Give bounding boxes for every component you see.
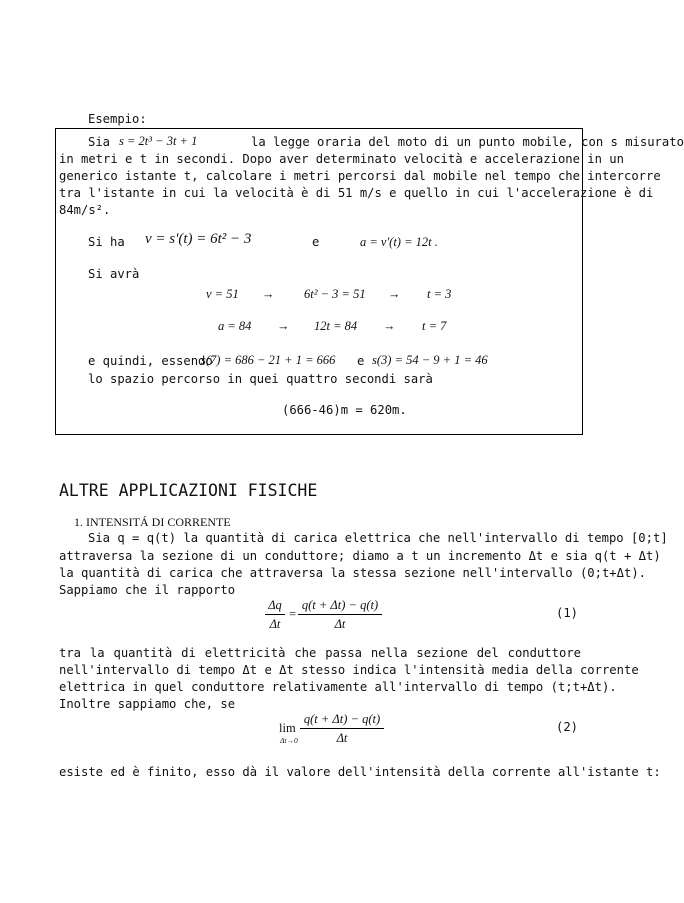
paragraph-2-line-1: tra la quantità di elettricità che passa nella sezione del conduttore xyxy=(59,646,581,660)
eq1-lhs-numerator: Δq xyxy=(268,598,282,612)
eq1-rhs-fraction-bar xyxy=(298,614,382,615)
section-heading: ALTRE APPLICAZIONI FISICHE xyxy=(59,481,318,500)
acceleration-condition: a = 84 xyxy=(218,319,252,333)
paragraph-2-line-3: elettrica in quel conduttore relativamente all'intervallo di tempo (t;t+Δt). xyxy=(59,680,617,694)
arrow-icon: → xyxy=(388,287,401,301)
and-word: e xyxy=(312,235,320,249)
eq2-denominator: Δt xyxy=(336,731,348,745)
si-ha-label: Si ha xyxy=(88,235,125,249)
eq1-rhs-denominator: Δt xyxy=(334,617,346,631)
paragraph-1-line-4: Sappiamo che il rapporto xyxy=(59,583,236,597)
example-problem-line-3: generico istante t, calcolare i metri percorsi dal mobile nel tempo che intercorre xyxy=(59,169,661,183)
position-law-equation: s = 2t³ − 3t + 1 xyxy=(119,134,198,148)
si-avra-label: Si avrà xyxy=(88,267,140,281)
time-result-3: t = 3 xyxy=(427,287,452,301)
paragraph-1-line-1: Sia q = q(t) la quantità di carica elettrica che nell'intervallo di tempo [0;t] xyxy=(88,531,668,545)
eq2-limit-subscript: Δt→0 xyxy=(280,736,298,745)
paragraph-2-line-2: nell'intervallo di tempo Δt e Δt stesso indica l'intensità media della corrente xyxy=(59,663,639,677)
arrow-icon: → xyxy=(277,319,290,333)
example-problem-line-4: tra l'istante in cui la velocità è di 51 m/s e quello in cui l'accelerazione è di xyxy=(59,186,654,200)
paragraph-1-line-3: la quantità di carica che attraversa la stessa sezione nell'intervallo (0;t+Δt). xyxy=(59,566,646,580)
example-problem-line-2: in metri e t in secondi. Dopo aver determinato velocità e accelerazione in un xyxy=(59,152,624,166)
eq2-numerator: q(t + Δt) − q(t) xyxy=(303,712,381,726)
velocity-equation: v = s'(t) = 6t² − 3 xyxy=(145,231,252,247)
paragraph-3-line-1: esiste ed è finito, esso dà il valore dell'intensità della corrente all'istante t: xyxy=(59,765,661,779)
arrow-icon: → xyxy=(383,319,396,333)
example-problem-line-5: 84m/s². xyxy=(59,203,111,217)
s7-equation: s(7) = 686 − 21 + 1 = 666 xyxy=(201,353,336,367)
example-title: Esempio: xyxy=(88,112,147,126)
acceleration-equation: a = v'(t) = 12t . xyxy=(360,235,438,249)
eq2-fraction-bar xyxy=(300,728,384,729)
eq1-tag: (1) xyxy=(556,606,579,620)
acceleration-solve-equation: 12t = 84 xyxy=(314,319,358,333)
subsection-heading: 1. INTENSITÁ DI CORRENTE xyxy=(74,515,231,529)
eq2-limit: lim xyxy=(279,721,296,735)
s3-equation: s(3) = 54 − 9 + 1 = 46 xyxy=(372,353,488,367)
spazio-text: lo spazio percorso in quei quattro secondi sarà xyxy=(88,372,433,386)
quindi-text: e quindi, essendo xyxy=(88,354,213,368)
velocity-solve-equation: 6t² − 3 = 51 xyxy=(304,287,366,301)
arrow-icon: → xyxy=(262,287,275,301)
eq2-tag: (2) xyxy=(556,720,579,734)
eq1-lhs-denominator: Δt xyxy=(269,617,281,631)
paragraph-1-line-2: attraversa la sezione di un conduttore; diamo a t un incremento Δt e sia q(t + Δt) xyxy=(59,549,661,563)
eq1-equals: = xyxy=(289,607,297,621)
and-word: e xyxy=(357,354,365,368)
eq1-rhs-numerator: q(t + Δt) − q(t) xyxy=(301,598,379,612)
eq1-lhs-fraction-bar xyxy=(265,614,285,615)
paragraph-2-line-4: Inoltre sappiamo che, se xyxy=(59,697,236,711)
velocity-condition: v = 51 xyxy=(206,287,239,301)
time-result-7: t = 7 xyxy=(422,319,447,333)
distance-result: (666-46)m = 620m. xyxy=(282,403,407,417)
